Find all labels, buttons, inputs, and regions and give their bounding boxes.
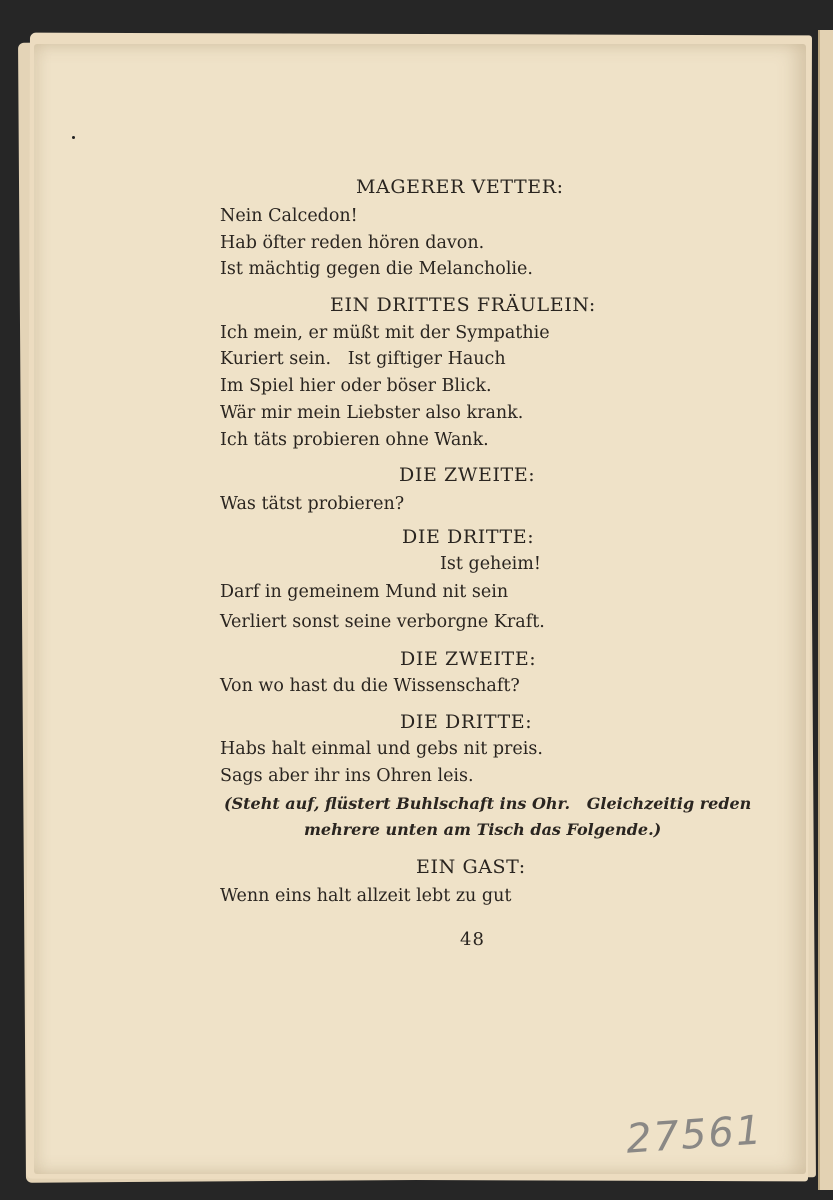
book-page xyxy=(34,44,806,1174)
verse-line: Ich mein, er müßt mit der Sympathie xyxy=(220,323,550,343)
verse-line: Ist geheim! xyxy=(440,554,541,574)
verse-line: Wenn eins halt allzeit lebt zu gut xyxy=(220,886,512,906)
verse-line: Hab öfter reden hören davon. xyxy=(220,233,485,253)
facing-page-edge xyxy=(818,30,833,1190)
speaker-label: EIN GAST: xyxy=(416,856,526,878)
page-number: 48 xyxy=(460,929,485,950)
speaker-label: DIE ZWEITE: xyxy=(400,648,537,670)
verse-line: Nein Calcedon! xyxy=(220,206,358,226)
play-text xyxy=(34,44,806,1174)
verse-line: Habs halt einmal und gebs nit preis. xyxy=(220,739,543,759)
verse-line: Im Spiel hier oder böser Blick. xyxy=(220,376,492,396)
verse-line: Verliert sonst seine verborgne Kraft. xyxy=(220,612,545,632)
verse-line: Ich täts probieren ohne Wank. xyxy=(220,430,489,450)
pencil-inventory-number: 27561 xyxy=(624,1107,765,1163)
verse-line: Was tätst probieren? xyxy=(220,494,405,514)
verse-line: Ist mächtig gegen die Melancholie. xyxy=(220,259,533,279)
verse-line: Sags aber ihr ins Ohren leis. xyxy=(220,766,474,786)
stage-direction: (Steht auf, flüstert Buhlschaft ins Ohr. Gleichzeitig reden xyxy=(224,794,752,813)
verse-line: Von wo hast du die Wissenschaft? xyxy=(220,676,520,696)
speaker-label: DIE DRITTE: xyxy=(400,711,533,733)
verse-line: Wär mir mein Liebster also krank. xyxy=(220,403,524,423)
verse-line: Darf in gemeinem Mund nit sein xyxy=(220,582,509,602)
speaker-label: MAGERER VETTER: xyxy=(356,176,564,198)
speaker-label: DIE ZWEITE: xyxy=(399,464,536,486)
verse-line: Kuriert sein. Ist giftiger Hauch xyxy=(220,349,506,369)
speaker-label: EIN DRITTES FRÄULEIN: xyxy=(330,294,596,316)
speaker-label: DIE DRITTE: xyxy=(402,526,535,548)
stage-direction: mehrere unten am Tisch das Folgende.) xyxy=(304,820,662,839)
